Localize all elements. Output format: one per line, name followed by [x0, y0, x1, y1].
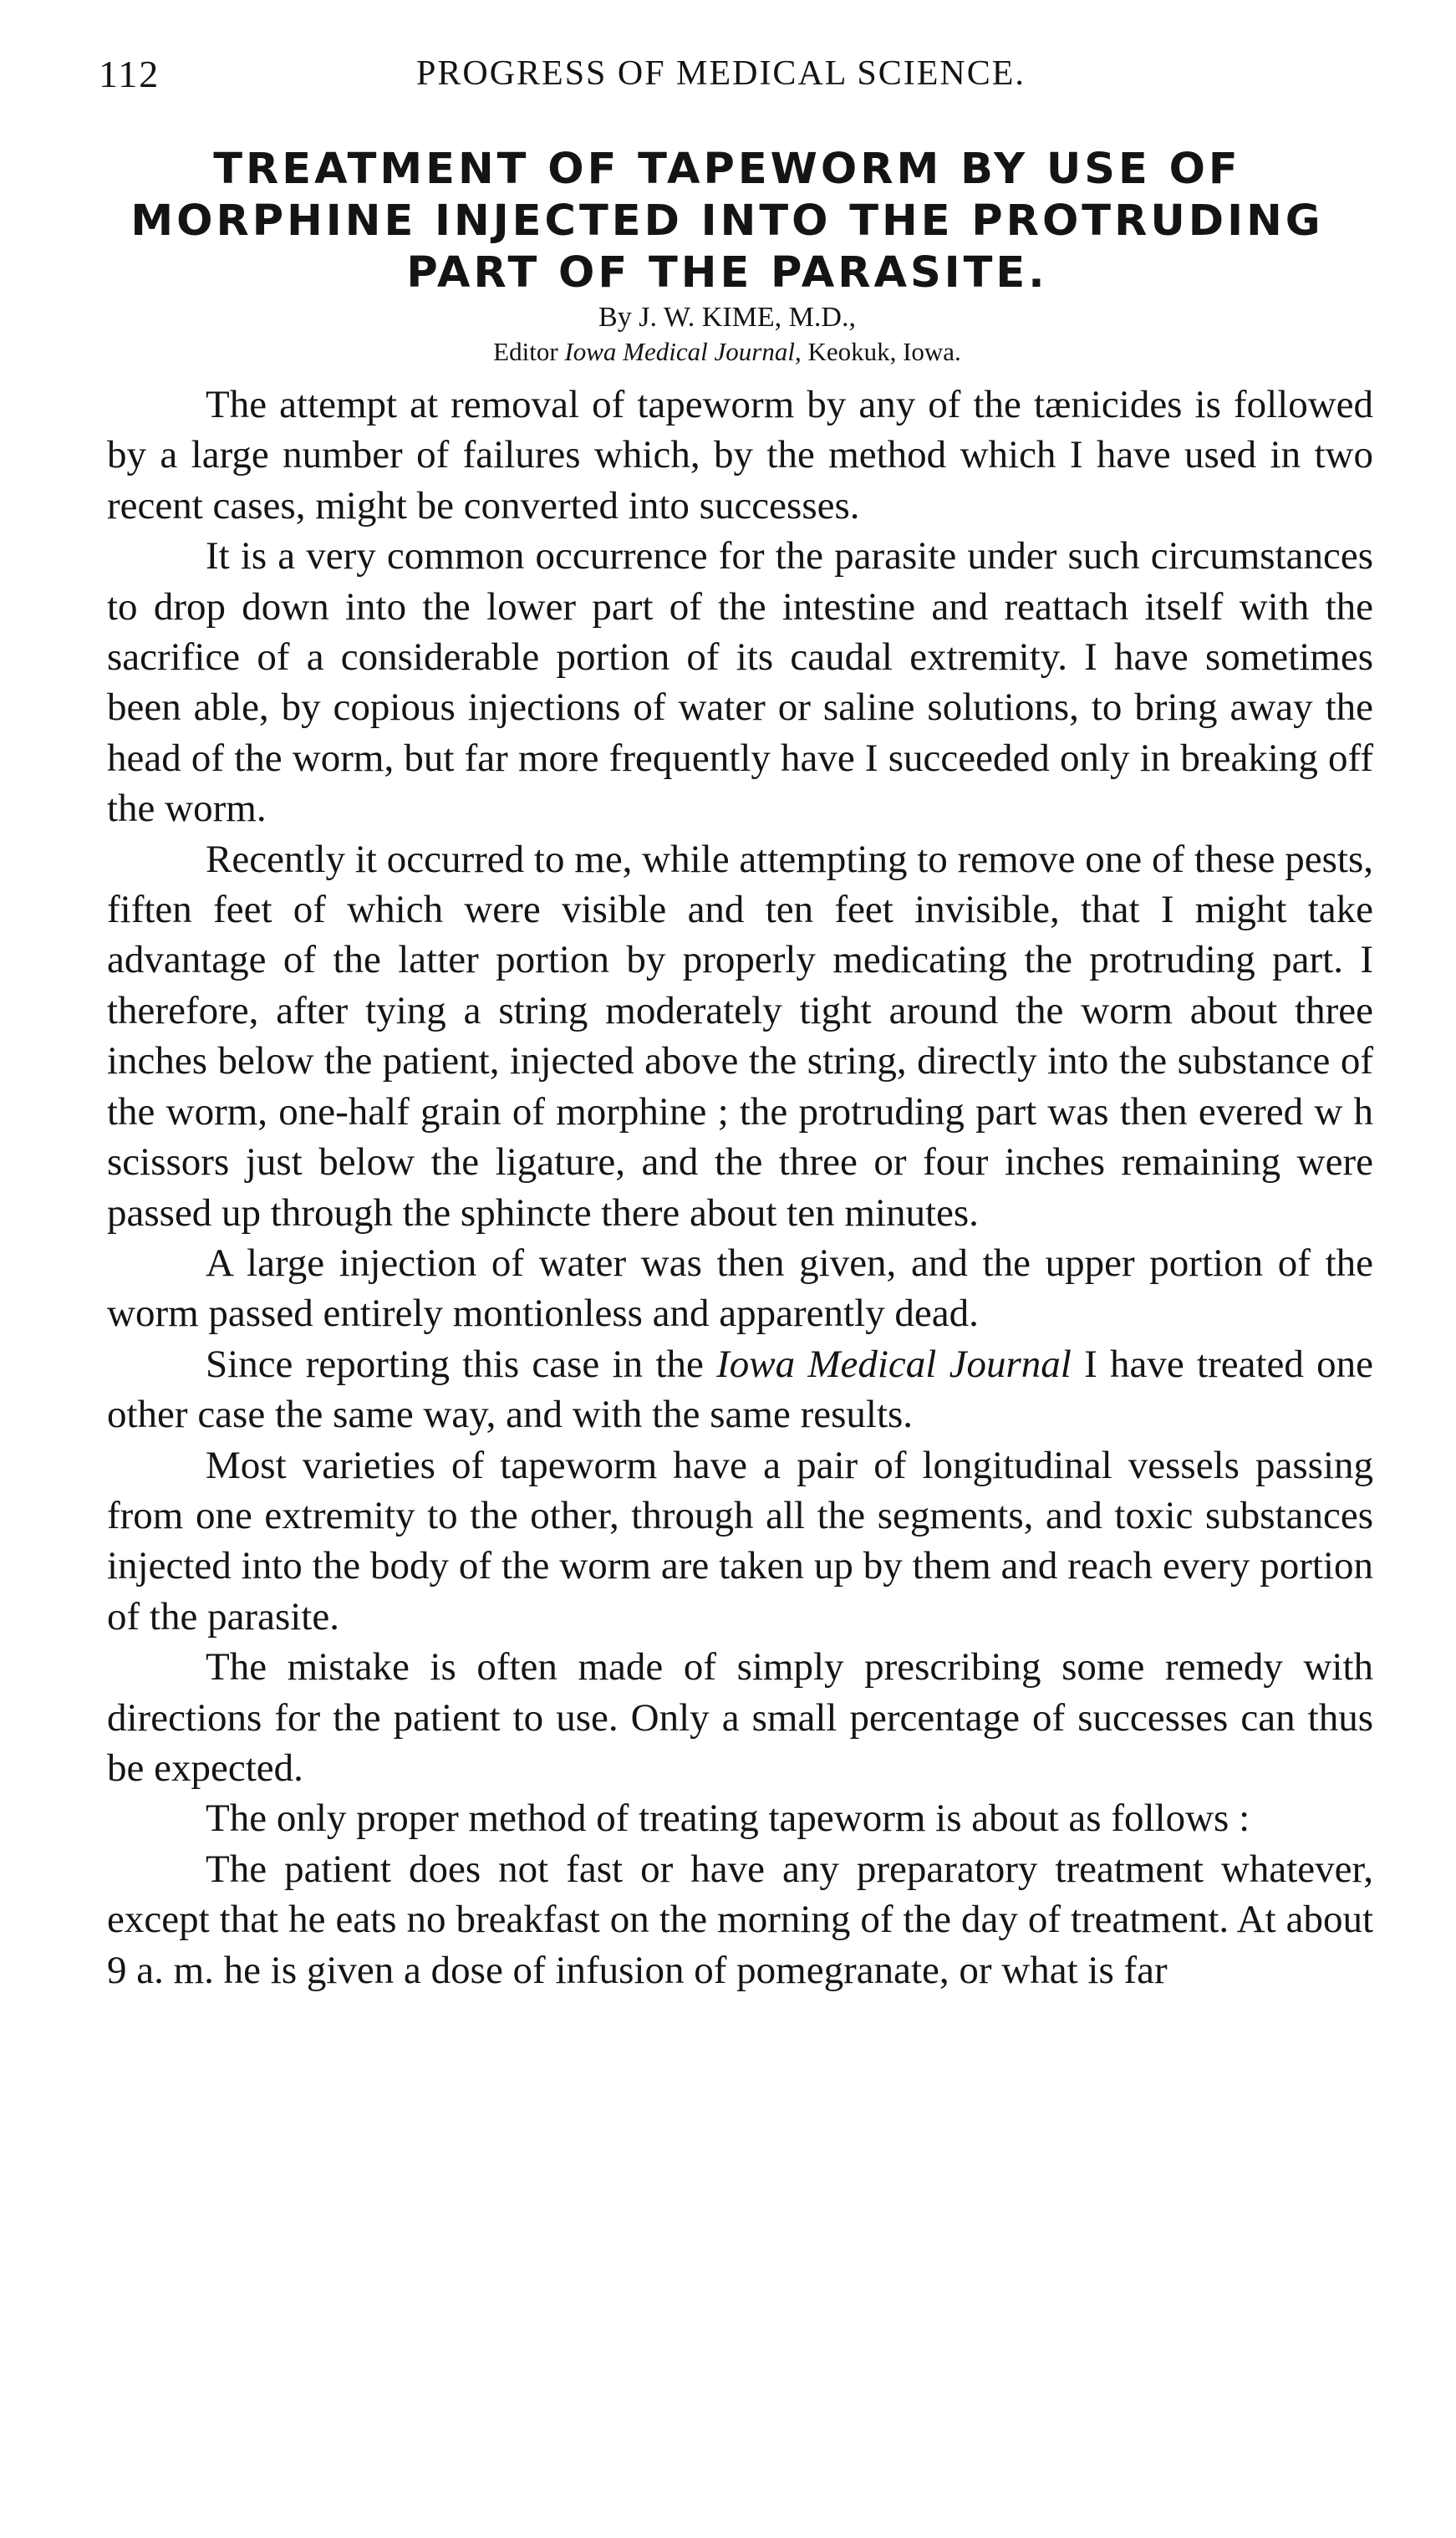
- paragraph-treatment: The patient does not fast or have any preparatory treatment whatever, except that he eats no breakfast on the morning of the day of treatment. At about 9 a. m. he is given a dose of infusion of pomegranate, or what is far: [107, 1847, 1373, 1992]
- affiliation-suffix: , Keokuk, Iowa.: [794, 337, 961, 366]
- article-body: [107, 380, 1373, 1995]
- page-number: 112: [99, 53, 160, 95]
- paragraph-occurrence: It is a very common occurrence for the parasite under such circumstances to drop down into the lower part of the intestine and reattach itself with the sacrifice of a considerable portion of its caudal extremity. I have sometimes been able, by copious injections of water or saline solutions, to bring away the head of the worm, but far more frequently have I succeeded only in breaking off the worm.: [107, 534, 1373, 831]
- paragraph-intro: The attempt at removal of tapeworm by any of the tænicides is followed by a large number of failures which, by the method which I have used in two recent cases, might be converted into successes.: [107, 383, 1373, 527]
- running-head: [99, 52, 1369, 119]
- paragraph-reporting: [107, 1339, 1373, 1440]
- paragraph-mistake: The mistake is often made of simply prescribing some remedy with directions for the patient to use. Only a small percentage of successes can thus be expected.: [107, 1645, 1373, 1790]
- reporting-after: I have treated one other case the same way, and with the same results.: [107, 1342, 1373, 1437]
- reporting-journal: Iowa Medical Journal: [716, 1342, 1072, 1386]
- article-title: TREATMENT OF TAPEWORM BY USE OF MORPHINE INJECTED INTO THE PROTRUDING PART OF THE PARASITE.: [130, 145, 1324, 298]
- affiliation-journal: Iowa Medical Journal: [564, 337, 795, 366]
- running-title: PROGRESS OF MEDICAL SCIENCE.: [416, 54, 1026, 93]
- paragraph-result: A large injection of water was then given, and the upper portion of the worm passed entirely montionless and apparently dead.: [107, 1241, 1373, 1336]
- affiliation-prefix: Editor: [493, 337, 565, 366]
- paragraph-proper-method: The only proper method of treating tapeworm is about as follows :: [206, 1796, 1250, 1841]
- author-affiliation: [125, 336, 1329, 368]
- reporting-before: Since reporting this case in the: [206, 1342, 717, 1386]
- paragraph-anatomy: Most varieties of tapeworm have a pair of longitudinal vessels passing from one extremity to the other, through all the segments, and toxic substances injected into the body of the worm are taken up by them and reach every portion of the parasite.: [107, 1443, 1373, 1638]
- paragraph-method: Recently it occurred to me, while attempting to remove one of these pests, fiften feet of which were visible and ten feet invisible, that I might take advantage of the latter portion by properly medicating the protruding part. I therefore, after tying a string moderately tight around the worm about three inches below the patient, injected above the string, directly into the substance of the worm, one-half grain of morphine ; the protruding part was then evered w h scissors just below the ligature, and the three or four inches remaining were passed up through the sphincte there about ten minutes.: [107, 837, 1373, 1235]
- author-byline: By J. W. KIME, M.D.,: [598, 302, 856, 333]
